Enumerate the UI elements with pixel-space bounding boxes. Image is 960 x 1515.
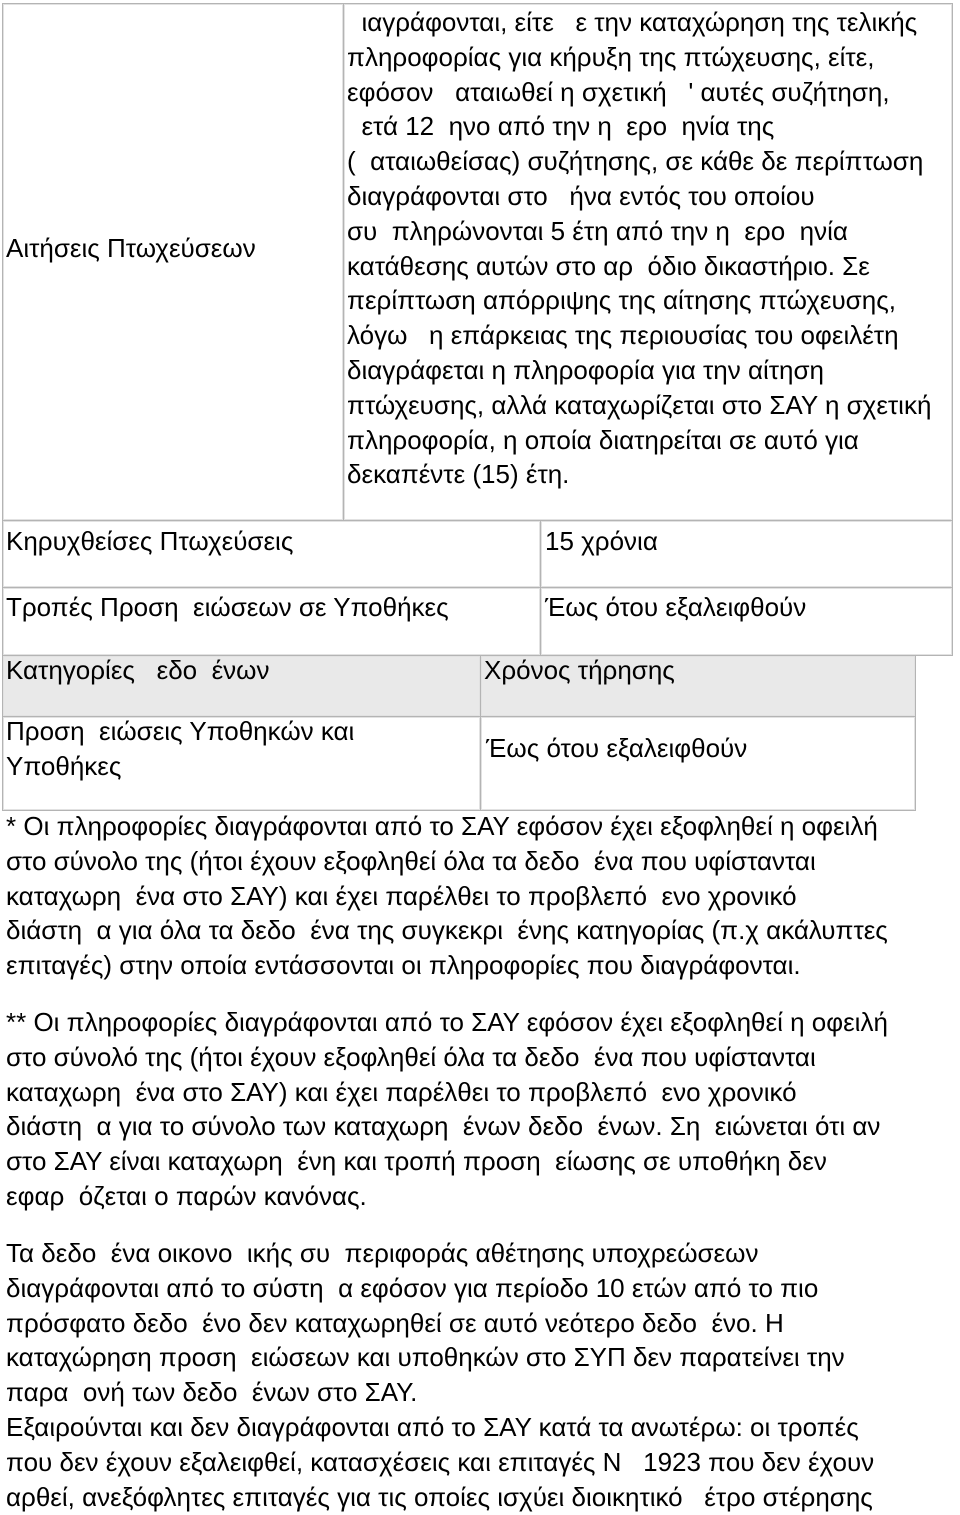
column-header-label: Χρόνος τήρησης — [484, 655, 675, 685]
category-label: Αιτήσεις Πτωχεύσεων — [6, 233, 256, 263]
category-label: Κηρυχθείσες Πτωχεύσεις — [6, 526, 294, 556]
column-header-label: Κατηγορίες εδο ένων — [6, 655, 270, 685]
category-label: Τροπές Προση ειώσεων σε Υποθήκες — [6, 592, 449, 622]
retention-description: ιαγράφονται, είτε ε την καταχώρηση της τελικής πληροφορίας για κήρυξη της πτώχευσης, είτε, εφόσον αταιωθεί η σχετική ' αυτές συζήτηση, ετά 12 ηνο από την η ερο ηνία της ( αταιωθείσας) συζήτησης, σε κάθε δε περίπτωση διαγράφονται στο ήνα εντός του οποίου συ πληρώνονται 5 έτη από την η ερο ηνία κατάθεσης αυτών στο αρ όδιο δικαστήριο. Σε περίπτωση απόρριψης της αίτησης πτώχευσης, λόγω η επάρκειας της περιουσίας του οφειλέτη διαγράφεται η πληροφορία για την αίτηση πτώχευσης, αλλά καταχωρίζεται στο ΣΑΥ η σχετική πληροφορία, η οποία διατηρείται σε αυτό για δεκαπέντε (15) έτη. — [347, 7, 932, 490]
footnote-double-asterisk: ** Οι πληροφορίες διαγράφονται από το ΣΑΥ εφόσον έχει εξοφληθεί η οφειλή στο σύνολό της (ήτοι έχουν εξοφληθεί όλα τα δεδο ένα που υφίστανται καταχωρη ένα στο ΣΑΥ) και έχει παρέλθει το προβλεπό ενο χρονικό διάστη α για το σύνολο των καταχωρη ένων δεδο ένων. Ση ειώνεται ότι αν στο ΣΑΥ είναι καταχωρη ένη και τροπή προση είωσης σε υποθήκη δεν εφαρ όζεται ο παρών κανόνας. — [6, 1007, 888, 1211]
retention-cell-bankruptcy-applications — [343, 3, 953, 521]
paragraph-default-data-deletion: Τα δεδο ένα οικονο ικής συ περιφοράς αθέτησης υποχρεώσεων διαγράφονται από το σύστη α εφόσον για περίοδο 10 ετών από το πιο πρόσφατο δεδο ένο δεν καταχωρηθεί σε αυτό νεότερο δεδο ένο. Η καταχώρηση προση ειώσεων και υποθηκών στο ΣΥΠ δεν παρατείνει την παρα ονή των δεδο ένων στο ΣΑΥ. — [6, 1238, 845, 1408]
retention-cell-declared-bankruptcies — [540, 520, 953, 588]
retention-value: Έως ότου εξαλειφθούν — [486, 733, 748, 763]
retention-cell-prenotations-mortgages — [480, 716, 916, 811]
category-cell-prenotation-conversions — [2, 587, 541, 656]
table-header-category — [2, 655, 481, 717]
table-header-retention — [480, 655, 916, 717]
category-cell-declared-bankruptcies — [2, 520, 541, 588]
paragraph-exceptions: Εξαιρούνται και δεν διαγράφονται από το ΣΑΥ κατά τα ανωτέρω: οι τροπές που δεν έχουν εξαλειφθεί, κατασχέσεις και επιταγές Ν 1923 που δεν έχουν αρθεί, ανεξόφλητες επιταγές για τις οποίες ισχύει διοικητικό έτρο στέρησης — [6, 1412, 875, 1512]
category-cell-prenotations-mortgages — [2, 716, 481, 811]
retention-value: Έως ότου εξαλειφθούν — [545, 592, 807, 622]
category-cell-bankruptcy-applications — [2, 3, 344, 521]
footnote-single-asterisk: * Οι πληροφορίες διαγράφονται από το ΣΑΥ εφόσον έχει εξοφληθεί η οφειλή στο σύνολο της (ήτοι έχουν εξοφληθεί όλα τα δεδο ένα που υφίστανται καταχωρη ένα στο ΣΑΥ) και έχει παρέλθει το προβλεπό ενο χρονικό διάστη α για όλα τα δεδο ένα της συγκεκρι ένης κατηγορίας (π.χ ακάλυπτες επιταγές) στην οποία εντάσσονται οι πληροφορίες που διαγράφονται. — [6, 811, 888, 981]
retention-cell-prenotation-conversions — [540, 587, 953, 656]
retention-value: 15 χρόνια — [545, 526, 658, 556]
category-label: Προση ειώσεις Υποθηκών και Υποθήκες — [6, 716, 355, 781]
